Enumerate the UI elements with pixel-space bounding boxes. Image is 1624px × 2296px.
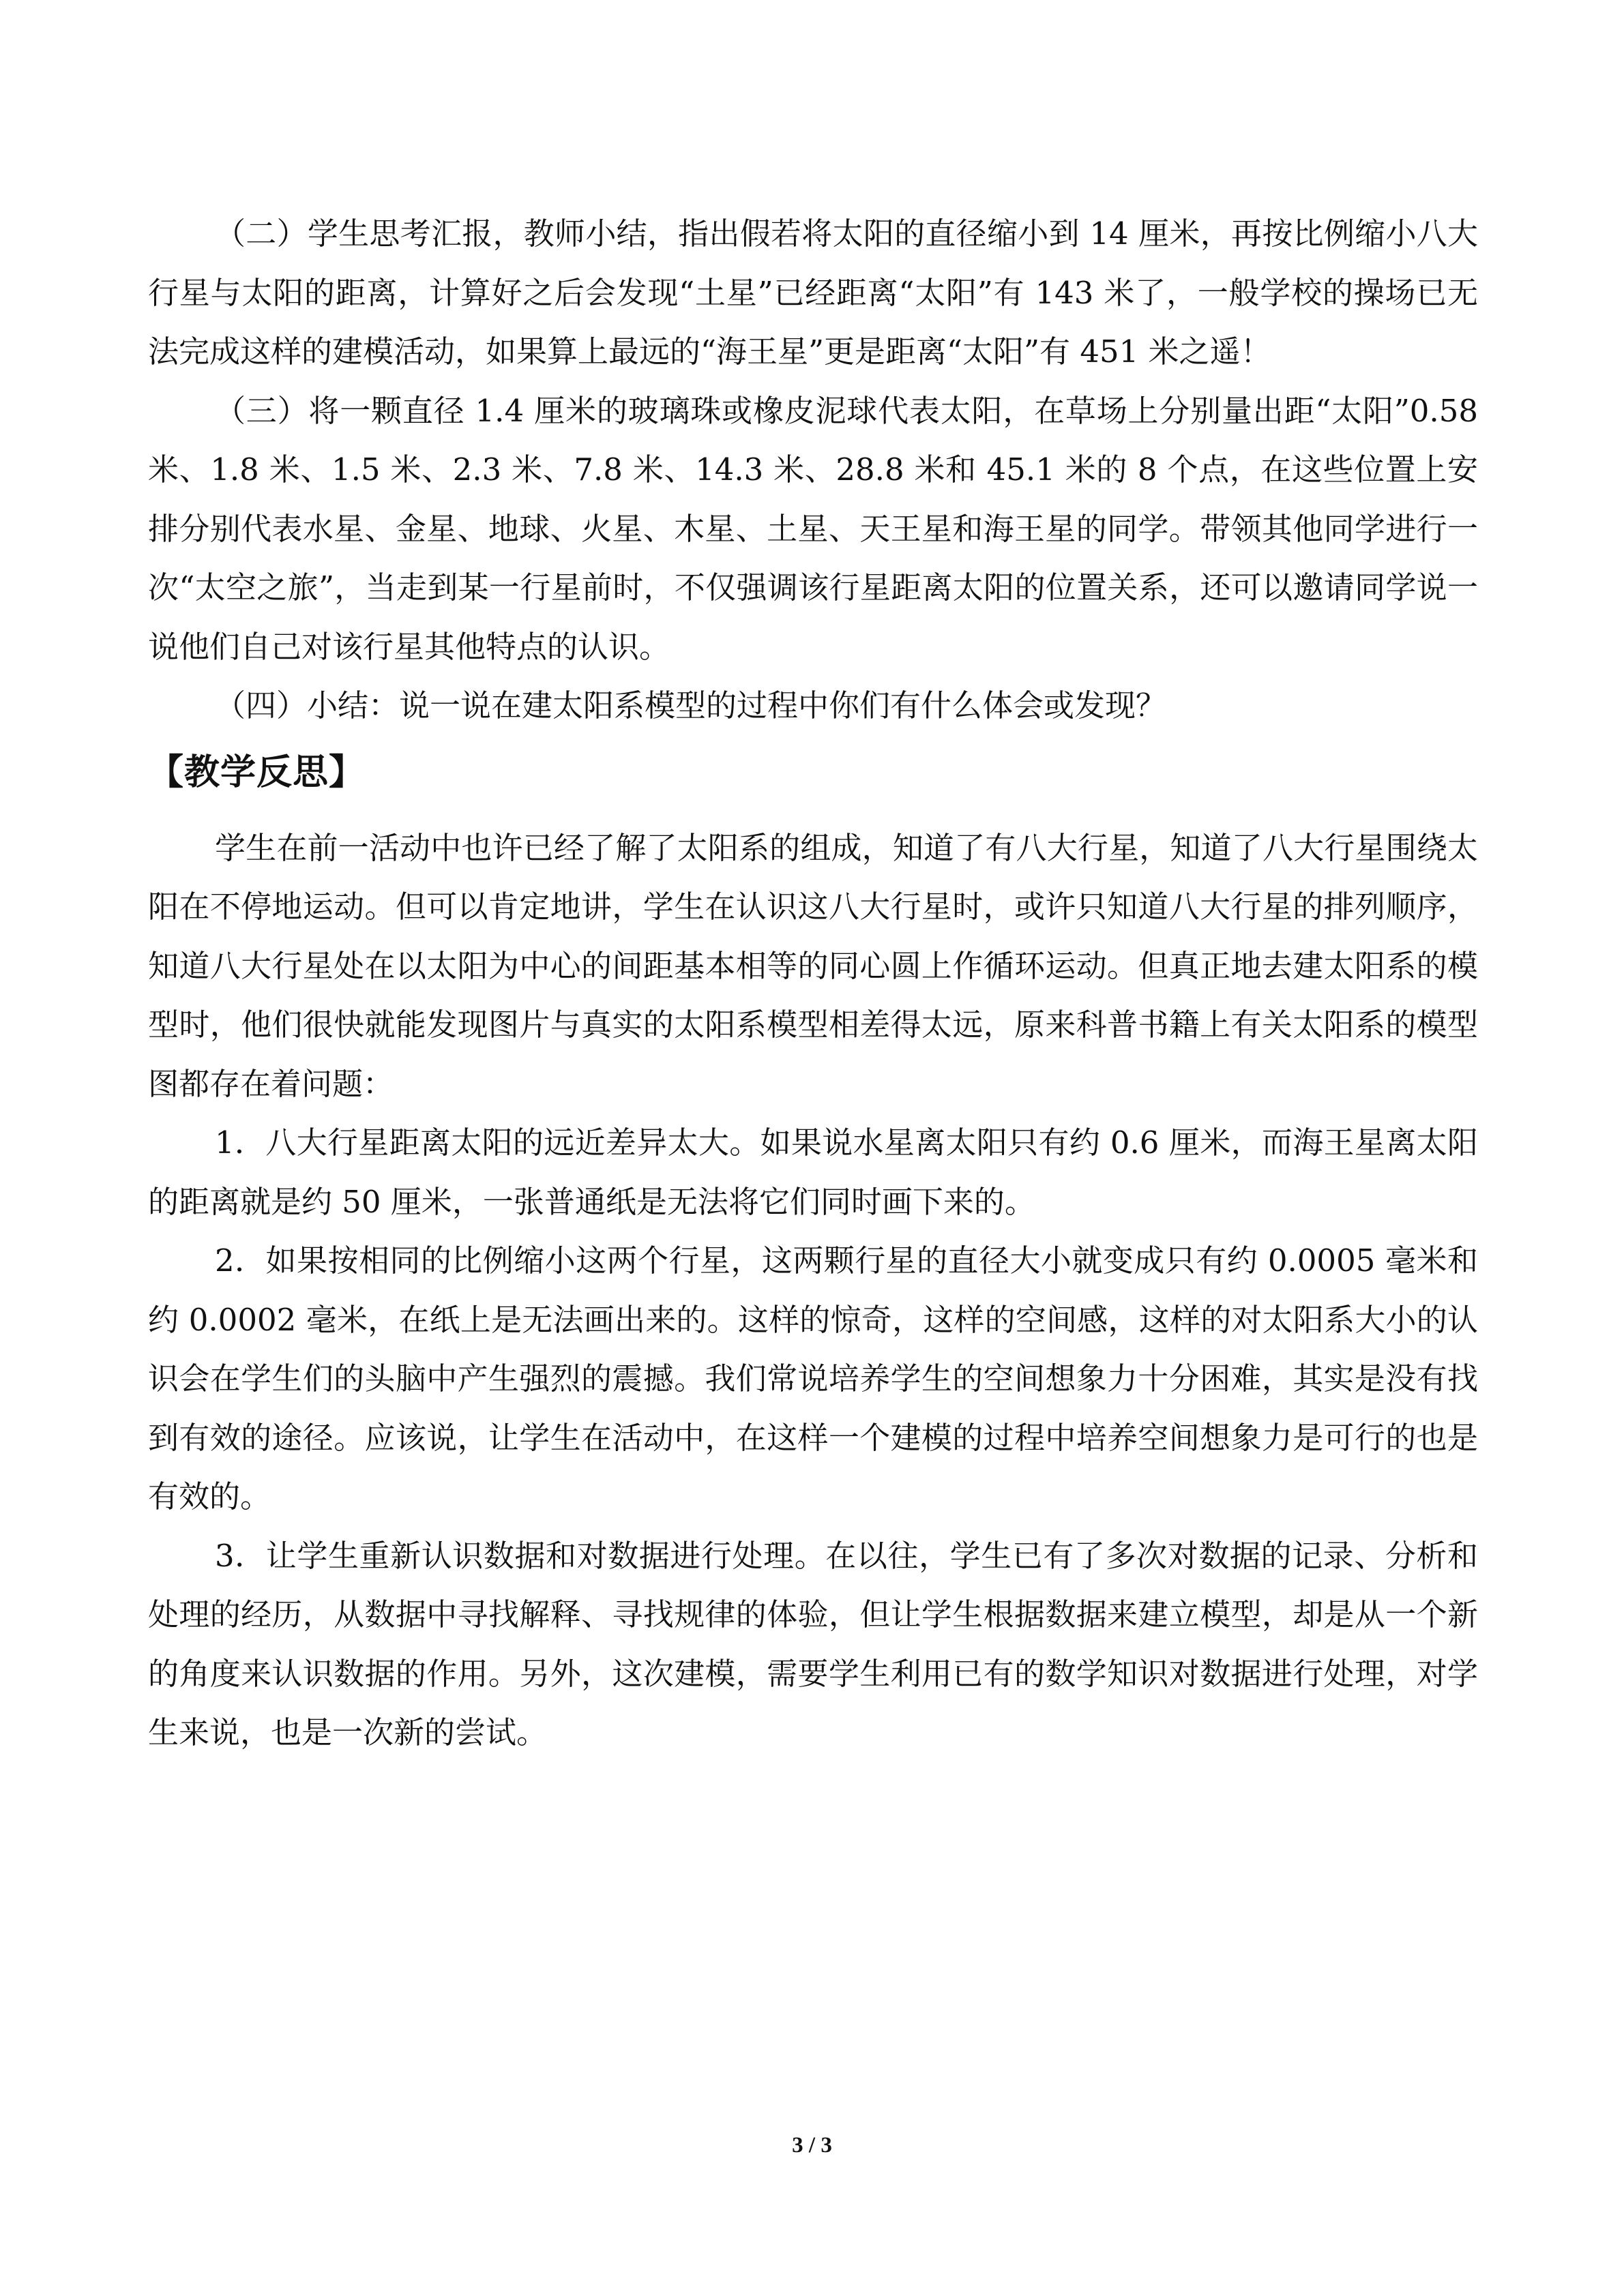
paragraph-reflection-point-2: 2．如果按相同的比例缩小这两个行星，这两颗行星的直径大小就变成只有约 0.0005 毫米和约 0.0002 毫米，在纸上是无法画出来的。这样的惊奇，这样的空间感，这样的对太阳系大小的认识会在学生们的头脑中产生强烈的震撼。我们常说培养学生的空间想象力十分困难，其实是没有找到有效的途径。应该说，让学生在活动中，在这样一个建模的过程中培养空间想象力是可行的也是有效的。	[148, 1242, 1478, 1515]
paragraph-activity-three: （三）将一颗直径 1.4 厘米的玻璃珠或橡皮泥球代表太阳，在草场上分别量出距“太阳”0.58 米、1.8 米、1.5 米、2.3 米、7.8 米、14.3 米、28.8 米和 45.1 米的 8 个点，在这些位置上安排分别代表水星、金星、地球、火星、木星、土星、天王星和海王星的同学。带领其他同学进行一次“太空之旅”，当走到某一行星前时，不仅强调该行星距离太阳的位置关系，还可以邀请同学说一说他们自己对该行星其他特点的认识。	[148, 392, 1478, 665]
paragraph-reflection-intro: 学生在前一活动中也许已经了解了太阳系的组成，知道了有八大行星，知道了八大行星围绕太阳在不停地运动。但可以肯定地讲，学生在认识这八大行星时，或许只知道八大行星的排列顺序，知道八大行星处在以太阳为中心的间距基本相等的同心圆上作循环运动。但真正地去建太阳系的模型时，他们很快就能发现图片与真实的太阳系模型相差得太远，原来科普书籍上有关太阳系的模型图都存在着问题：	[148, 829, 1478, 1102]
paragraph-reflection-point-3: 3．让学生重新认识数据和对数据进行处理。在以往，学生已有了多次对数据的记录、分析和处理的经历，从数据中寻找解释、寻找规律的体验，但让学生根据数据来建立模型，却是从一个新的角度来认识数据的作用。另外，这次建模，需要学生利用已有的数学知识对数据进行处理，对学生来说，也是一次新的尝试。	[148, 1537, 1478, 1750]
paragraph-conclusion-four: （四）小结：说一说在建太阳系模型的过程中你们有什么体会或发现？	[215, 687, 1167, 724]
section-heading-reflection: 【教学反思】	[148, 751, 366, 793]
page-number: 3 / 3	[792, 2133, 832, 2158]
paragraph-reflection-point-1: 1．八大行星距离太阳的远近差异太大。如果说水星离太阳只有约 0.6 厘米，而海王星离太阳的距离就是约 50 厘米，一张普通纸是无法将它们同时画下来的。	[148, 1124, 1478, 1220]
paragraph-summary-two: （二）学生思考汇报，教师小结，指出假若将太阳的直径缩小到 14 厘米，再按比例缩小八大行星与太阳的距离，计算好之后会发现“土星”已经距离“太阳”有 143 米了，一般学校的操场已无法完成这样的建模活动，如果算上最远的“海王星”更是距离“太阳”有 451 米之遥！	[148, 215, 1478, 370]
document-body	[148, 205, 1478, 1763]
